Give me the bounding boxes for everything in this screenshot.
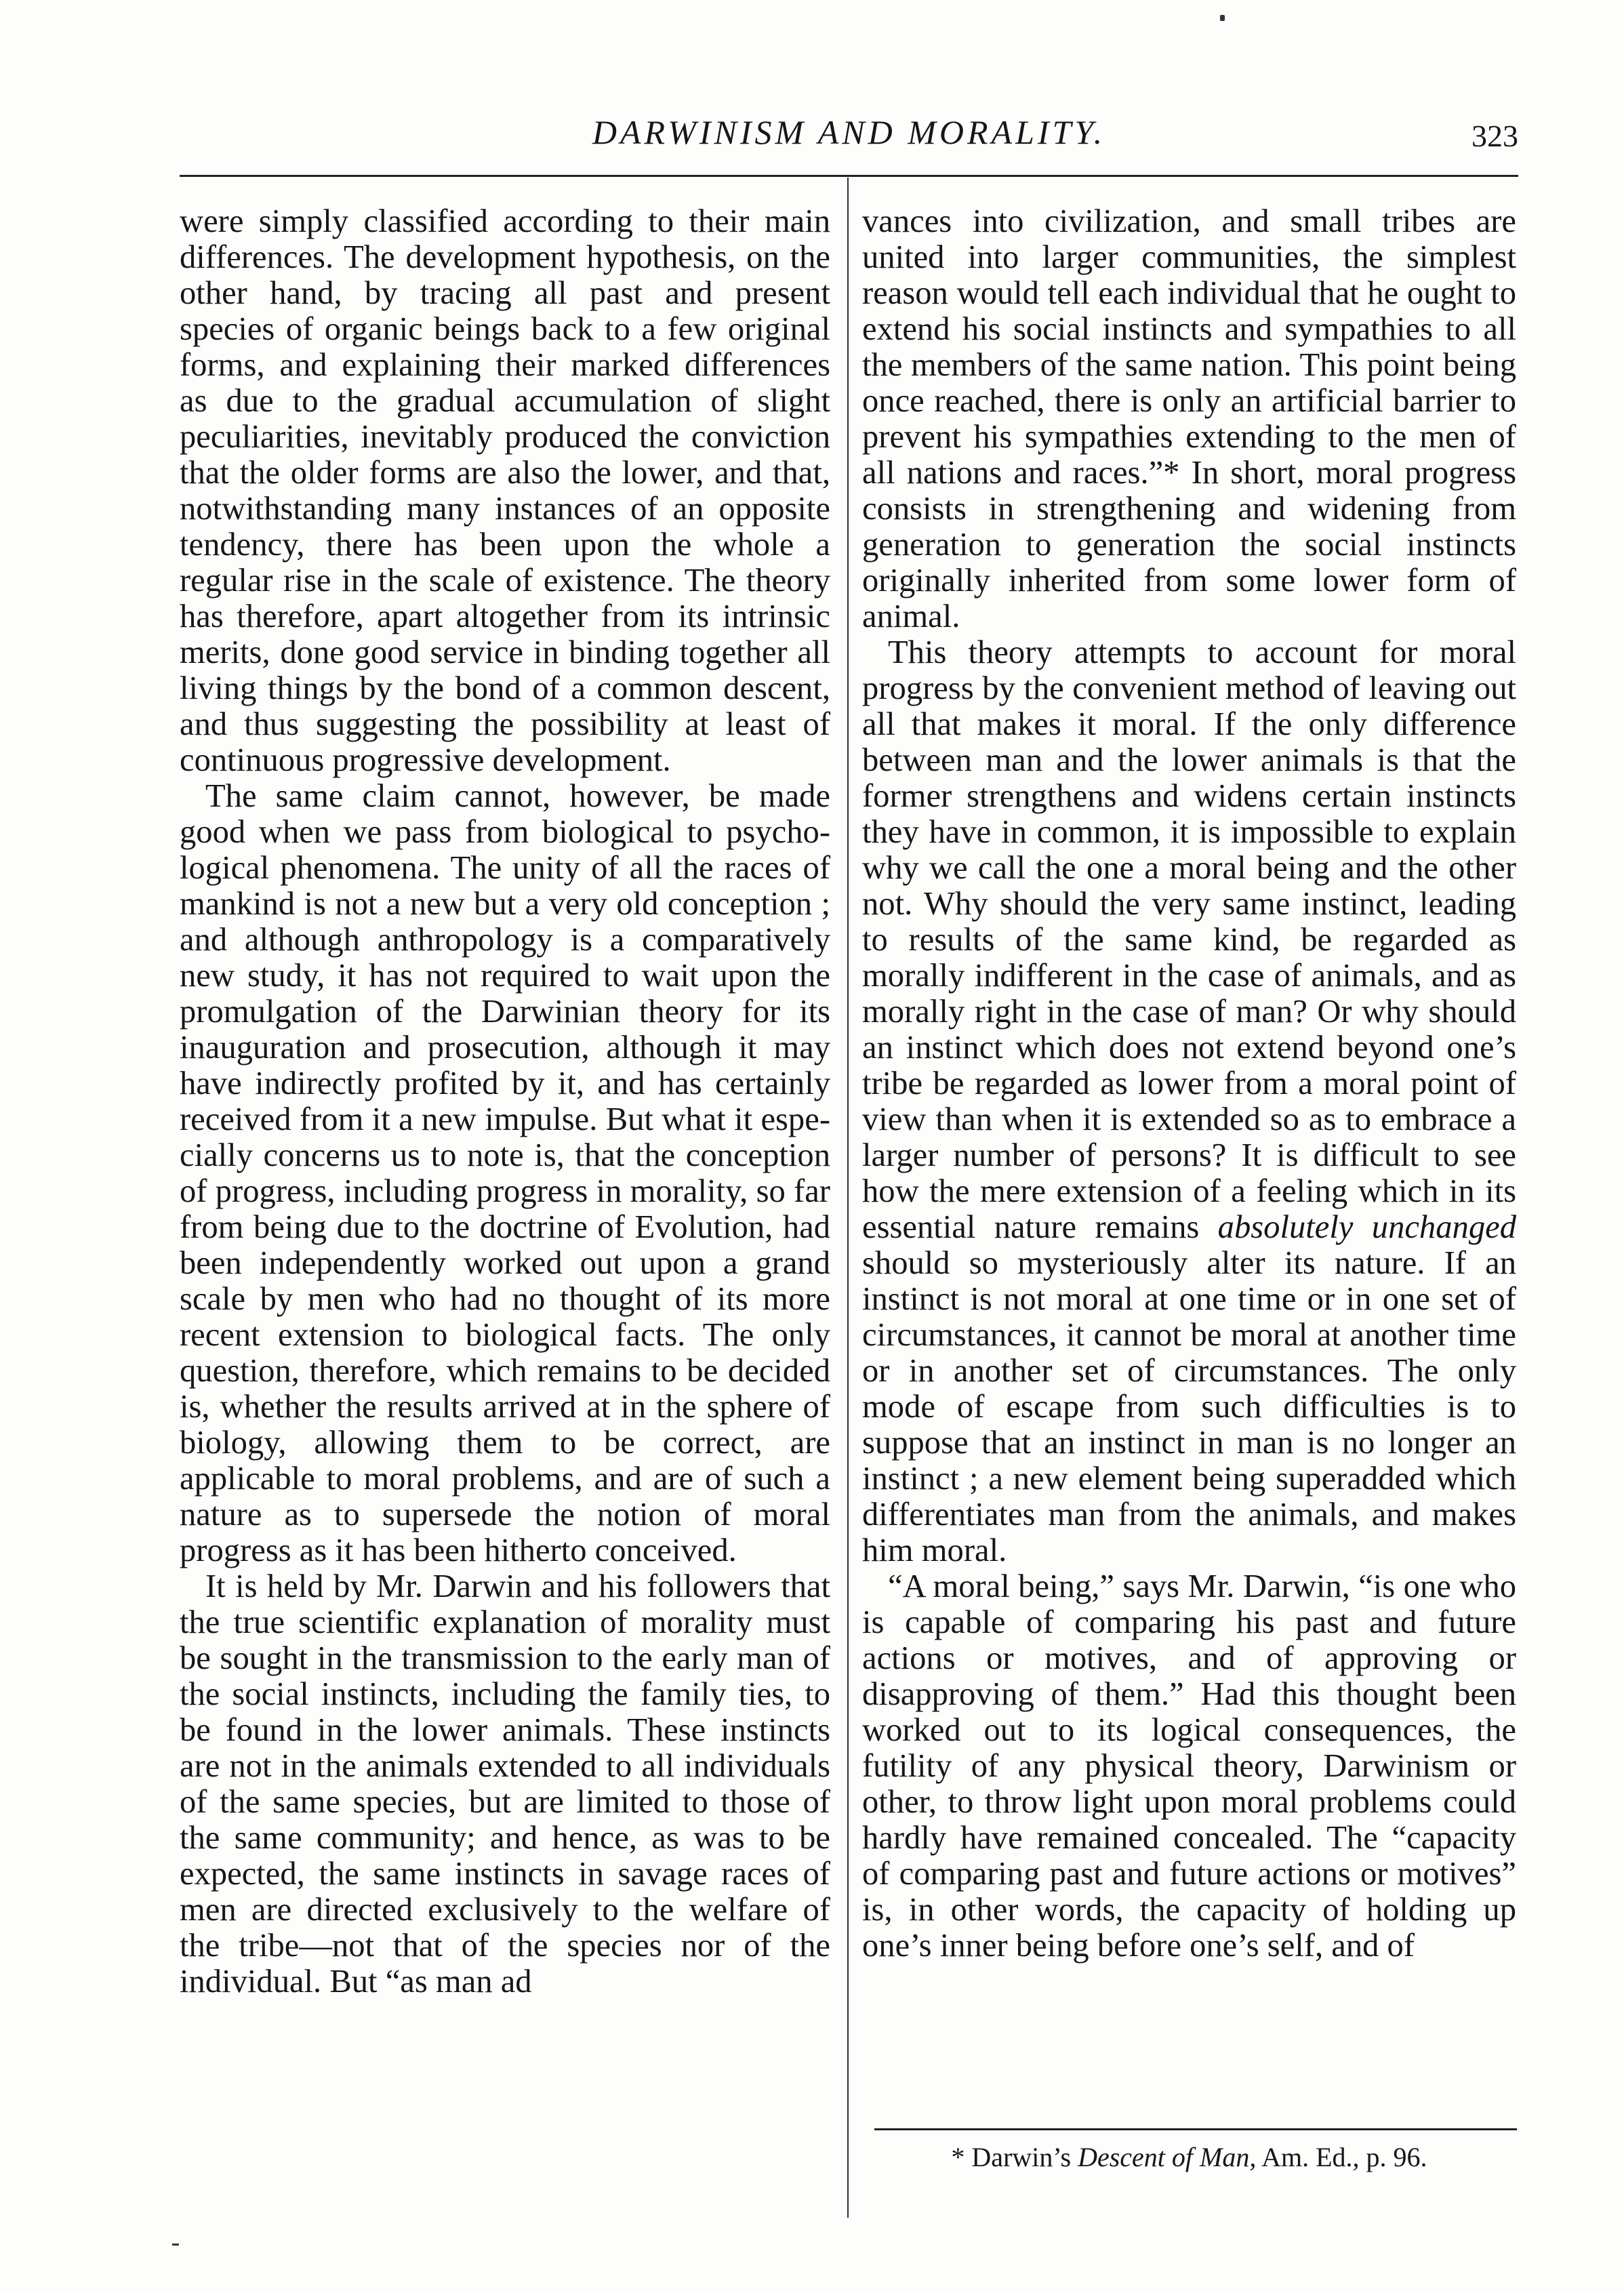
paragraph-continued: were simply classified according to their main differences. The development hypothesis, on the other hand, by tracing all past and present species of organic beings back to a few original forms, and explaining their marked differences as due to the gradual accumulation of slight peculiarities, inevitably produced the conviction that the older forms are also the lower, and that, notwithstanding many instances of an opposite tendency, there has been upon the whole a regular rise in the scale of existence. The theory has therefore, apart altogether from its intrinsic merits, done good service in binding together all living things by the bond of a common descent, and thus suggesting the possibility at least of continuous progressive development. — [180, 203, 830, 778]
print-speck — [172, 2244, 179, 2246]
paragraph-continued: vances into civilization, and small tribes are united into larger communities, the simplest reason would tell each individual that he ought to extend his social instincts and sympathies to all the members of the same nation. This point being once reached, there is only an artificial barrier to prevent his sympathies extending to the men of all nations and races.”* In short, moral progress consists in strengthening and widening from generation to generation the social instincts originally inherited from some lower form of animal. — [862, 203, 1516, 634]
print-speck — [1220, 15, 1225, 21]
page-number: 323 — [1471, 119, 1518, 153]
paragraph-text-end: should so mysteriously alter its nature. If an instinct is not moral at one time or in one set of circumstances, it cannot be moral at another time or in another set of circumstances. The only mode of escape from such difficulties is to suppose that an instinct in man is no longer an instinct ; a new element being superadded which differentiates man from the animals, and makes him moral. — [862, 1244, 1516, 1568]
running-title: DARWINISM AND MORALITY. — [592, 113, 1106, 151]
page-header — [180, 108, 1518, 163]
paragraph — [862, 634, 1516, 1568]
footnote-author: Darwin’s — [971, 2142, 1072, 2172]
footnote-edition: Am. Ed., p. 96. — [1261, 2142, 1427, 2172]
paragraph: “A moral being,” says Mr. Darwin, “is one who is capable of comparing his past and future actions or motives, and of approving or disapproving of them.” Had this thought been worked out to its logical consequences, the futility of any physical theory, Darwinism or other, to throw light upon moral problems could hardly have remained concealed. The “capacity of comparing past and future actions or motives” is, in other words, the capacity of holding up one’s inner being before one’s self, and of — [862, 1568, 1516, 1964]
paragraph: It is held by Mr. Darwin and his followers that the true scientific explanation of morality must be sought in the transmission to the early man of the social instincts, including the family ties, to be found in the lower animals. These instincts are not in the animals extended to all individuals of the same species, but are limited to those of the same community; and hence, as was to be expected, the same instincts in savage races of men are directed exclusively to the welfare of the tribe—not that of the species nor of the individual. But “as man ad — [180, 1568, 830, 2000]
paragraph-text: This theory attempts to account for moral progress by the convenient method of leaving out all that makes it moral. If the only difference between man and the lower animals is that the former strengthens and widens certain instincts they have in common, it is impossible to explain why we call the one a moral being and the other not. Why should the very same instinct, leading to results of the same kind, be regarded as morally indifferent in the case of animals, and as morally right in the case of man? Or why should an instinct which does not extend beyond one’s tribe be regarded as lower from a moral point of view than when it is extended so as to embrace a larger number of persons? It is difficult to see how the mere extension of a feeling which in its essential nature remains — [862, 634, 1516, 1245]
column-divider — [847, 178, 849, 2218]
right-column — [862, 203, 1516, 1964]
left-column — [180, 203, 830, 2000]
emphasis-text: absolutely unchanged — [1217, 1209, 1516, 1245]
footnote-marker: * — [951, 2142, 965, 2172]
footnote-book-title: Descent of Man, — [1078, 2142, 1257, 2172]
header-rule — [180, 175, 1518, 177]
footnote — [862, 2138, 1516, 2176]
paragraph: The same claim cannot, however, be made good when we pass from biological to psychological phenomena. The unity of all the races of mankind is not a new but a very old conception ; and although anthropology is a comparatively new study, it has not required to wait upon the promulgation of the Darwinian theory for its inauguration and prosecution, although it may have indirectly profited by it, and has certainly received from it a new impulse. But what it especially concerns us to note is, that the conception of progress, including progress in morality, so far from being due to the doctrine of Evolution, had been independently worked out upon a grand scale by men who had no thought of its more recent extension to biological facts. The only question, therefore, which remains to be decided is, whether the results arrived at in the sphere of biology, allowing them to be correct, are applicable to moral problems, and are of such a nature as to supersede the notion of moral progress as it has been hitherto conceived. — [180, 777, 830, 1568]
footnote-rule — [874, 2128, 1517, 2130]
